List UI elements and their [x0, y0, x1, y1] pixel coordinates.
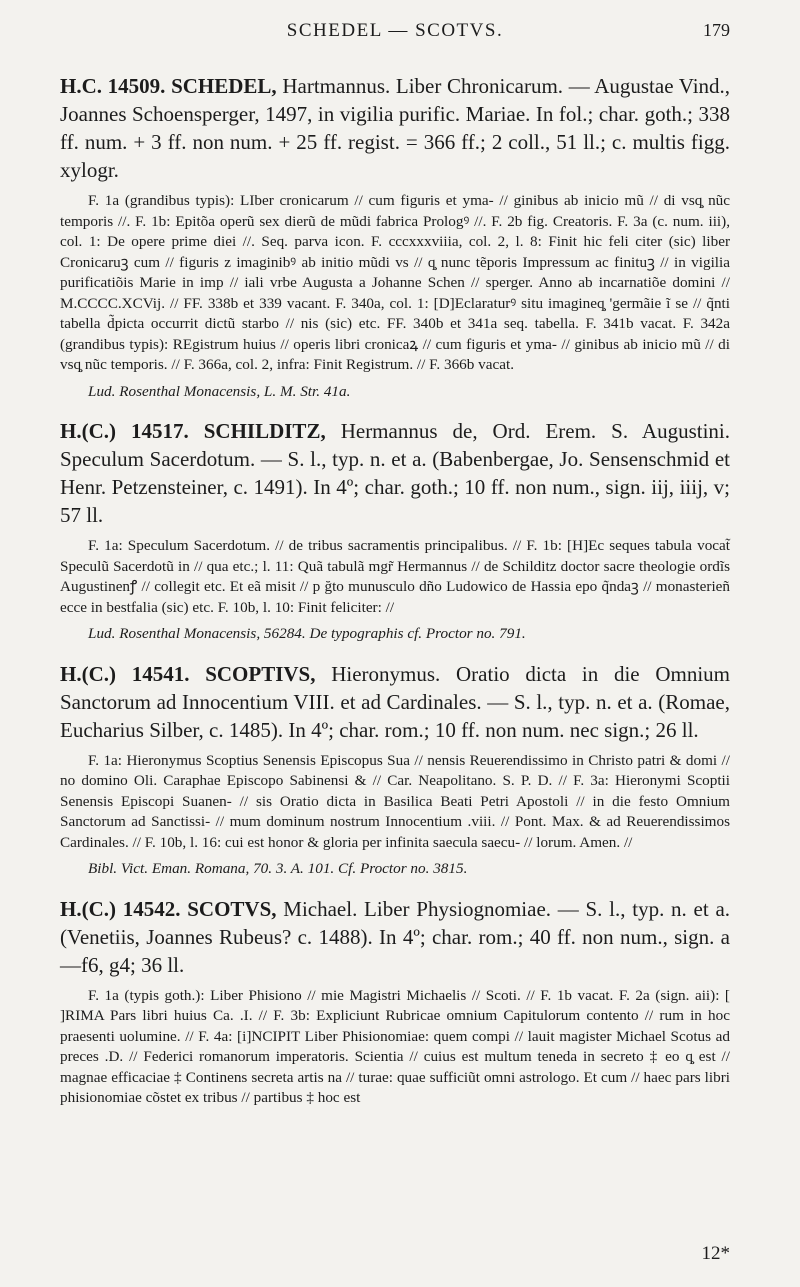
- hain-number: H.(C.) 14541.: [60, 661, 190, 686]
- entry-scoptius: [60, 660, 730, 880]
- author-name: SCHILDITZ,: [203, 419, 326, 443]
- author-name: SCHEDEL,: [171, 74, 277, 98]
- entry-head: [60, 660, 730, 744]
- hain-number: H.C. 14509.: [60, 74, 166, 98]
- book-title: Hartmannus. Liber Chronicarum. — Augustae Vind., Joannes Schoensperger, 1497, in vigilia purific. Mariae. In fol.; char. goth.; 338 ff. num. + 3 ff. non num. + 25 ff. regist. = 366 ff.; 2 coll., 51 ll.; c. multis figg. xylogr.: [60, 74, 731, 182]
- book-title: Hieronymus. Oratio dicta in die Omnium Sanctorum ad Innocentium VIII. et ad Cardinales. — S. l., typ. n. et a. (Romae, Eucharius Silber, c. 1485). In 4º; char. rom.; 10 ff. non num. nec sign.; 26 ll.: [60, 661, 731, 742]
- gathering-signature: 12*: [701, 1243, 730, 1264]
- entry-description: F. 1a (grandibus typis): LIber cronicarum // cum figuris et yma- // ginibus ab inicio mũ // di vsq̧ nũc temporis //. F. 1b: Epitõa operũ sex dierũ de mũdi fabrica Prologꝰ //. F. 2b fig. Creatoris. F. 3a (c. num. iii), col. 1: De opere prime diei //. Seq. parva icon. F. cccxxxviiia, col. 2, l. 8: Finit hic feli citer (sic) liber Cronicaruꝫ cum // figuris z imaginibꝰ ab initio mũdi vs // q̧ nunc tẽporis Impressum ac finituꝫ // in vigilia purificatiõis Marie in imp // iali vrbe Augusta a Johanne Schen // sperger. Anno ab incarnatiõe domini // M.CCCC.XCVij. // FF. 338b et 339 vacant. F. 340a, col. 1: [D]Eclaraturꝰ situ imagineq̧ 'germãie ĩ se // q̃nti tabella d̃picta occurrit dictũ starbo // nis (sic) etc. FF. 340b et 341a seq. tabella. F. 341b vacat. F. 342a (grandibus typis): REgistrum huius // operis libri cronicaꝝ // cum figuris et yma- // ginibus ab inicio mũ // di vsq̧ nũc temporis. // F. 366a, col. 2, infra: Finit Registrum. // F. 366b vacat.: [60, 192, 730, 373]
- entry-location: Lud. Rosenthal Monacensis, L. M. Str. 41a.: [88, 382, 351, 400]
- hain-number: H.(C.) 14542.: [60, 896, 181, 921]
- entry-description: F. 1a: Hieronymus Scoptius Senensis Episcopus Sua // nensis Reuerendissimo in Christo patri & domi // no domino Oli. Caraphae Episcopo Sabinensi & // Car. Neapolitano. S. P. D. // F. 3a: Hieronymi Scoptii Senensis Episcopi Suanen- // sis Oratio dicta in Basilica Beati Petri Apostoli // in die festo Omnium Sanctorum ad Sanctissi- // mum dominum nostrum Innocentium .viii. // Pont. Max. & ad Reuerendissimos Cardinales. // F. 10b, l. 16: cui est honor & gloria per infinita saecula saecu- // lorum. Amen. //: [60, 751, 730, 851]
- content: [60, 72, 730, 1124]
- book-title: Hermannus de, Ord. Erem. S. Augustini. Speculum Sacerdotum. — S. l., typ. n. et a. (Babenbergae, Jo. Sensenschmid et Henr. Petzensteiner, c. 1491). In 4º; char. goth.; 10 ff. non num., sign. iij, iiij, v; 57 ll.: [60, 419, 731, 527]
- hain-number: H.(C.) 14517.: [60, 419, 189, 443]
- entry-schedel: [60, 72, 730, 402]
- entry-location: Lud. Rosenthal Monacensis, 56284. De typographis cf. Proctor no. 791.: [88, 625, 526, 642]
- entry-description: F. 1a: Speculum Sacerdotum. // de tribus sacramentis principalibus. // F. 1b: [H]Ec seques tabula vocat̃ Speculũ Sacerdotũ in // qua etc.; l. 11: Quã tabulã mgr̃ Hermannus // de Schilditz doctor sacre theologie ordĩs Augustinenꝭ // collegit etc. Et eã misit // p ğto munusculo dño Ludowico de Hassia epo q̃ndaꝫ // monasterieñ ecce in bestfalia (sic) etc. F. 10b, l. 10: Finit feliciter: //: [60, 537, 730, 616]
- entry-description: F. 1a (typis goth.): Liber Phisiono // mie Magistri Michaelis // Scoti. // F. 1b vacat. F. 2a (sign. aii): [ ]RIMA Pars libri huius Ca. .I. // F. 3b: Expliciunt Rubricae omnium Capitulorum contento // rum in hoc praesenti uolumine. // F. 4a: [i]NCIPIT Liber Phisionomiae: quem compi // lauit magister Michael Scotus ad preces .D. // Federici romanorum imperatoris. Scientia // cuius est multum teneda in secreto ‡ eo q̧ est // magnae efficaciae ‡ Continens secreta artis na // turae: quae sufficiũt omni astrologo. Et cum // haec pars libri phisionomiae cõstet ex tribus // partibus ‡ hoc est: [60, 986, 730, 1106]
- entry-head: [60, 72, 730, 184]
- author-name: SCOTVS,: [187, 896, 277, 921]
- running-title: SCHEDEL — SCOTVS.: [286, 20, 504, 41]
- author-name: SCOPTIVS,: [205, 661, 316, 686]
- entry-schilditz: [60, 417, 730, 645]
- entry-head: [60, 417, 730, 529]
- book-title: Michael. Liber Physiognomiae. — S. l., typ. n. et a. (Venetiis, Joannes Rubeus? c. 1488). In 4º; char. rom.; 40 ff. non num., sign. a—f6, g4; 36 ll.: [60, 896, 731, 977]
- running-head: [60, 20, 730, 46]
- entry-location: Bibl. Vict. Eman. Romana, 70. 3. A. 101. Cf. Proctor no. 3815.: [88, 860, 468, 877]
- entry-head: [60, 895, 730, 979]
- entry-scotus: [60, 895, 730, 1109]
- page-number: 179: [703, 20, 730, 40]
